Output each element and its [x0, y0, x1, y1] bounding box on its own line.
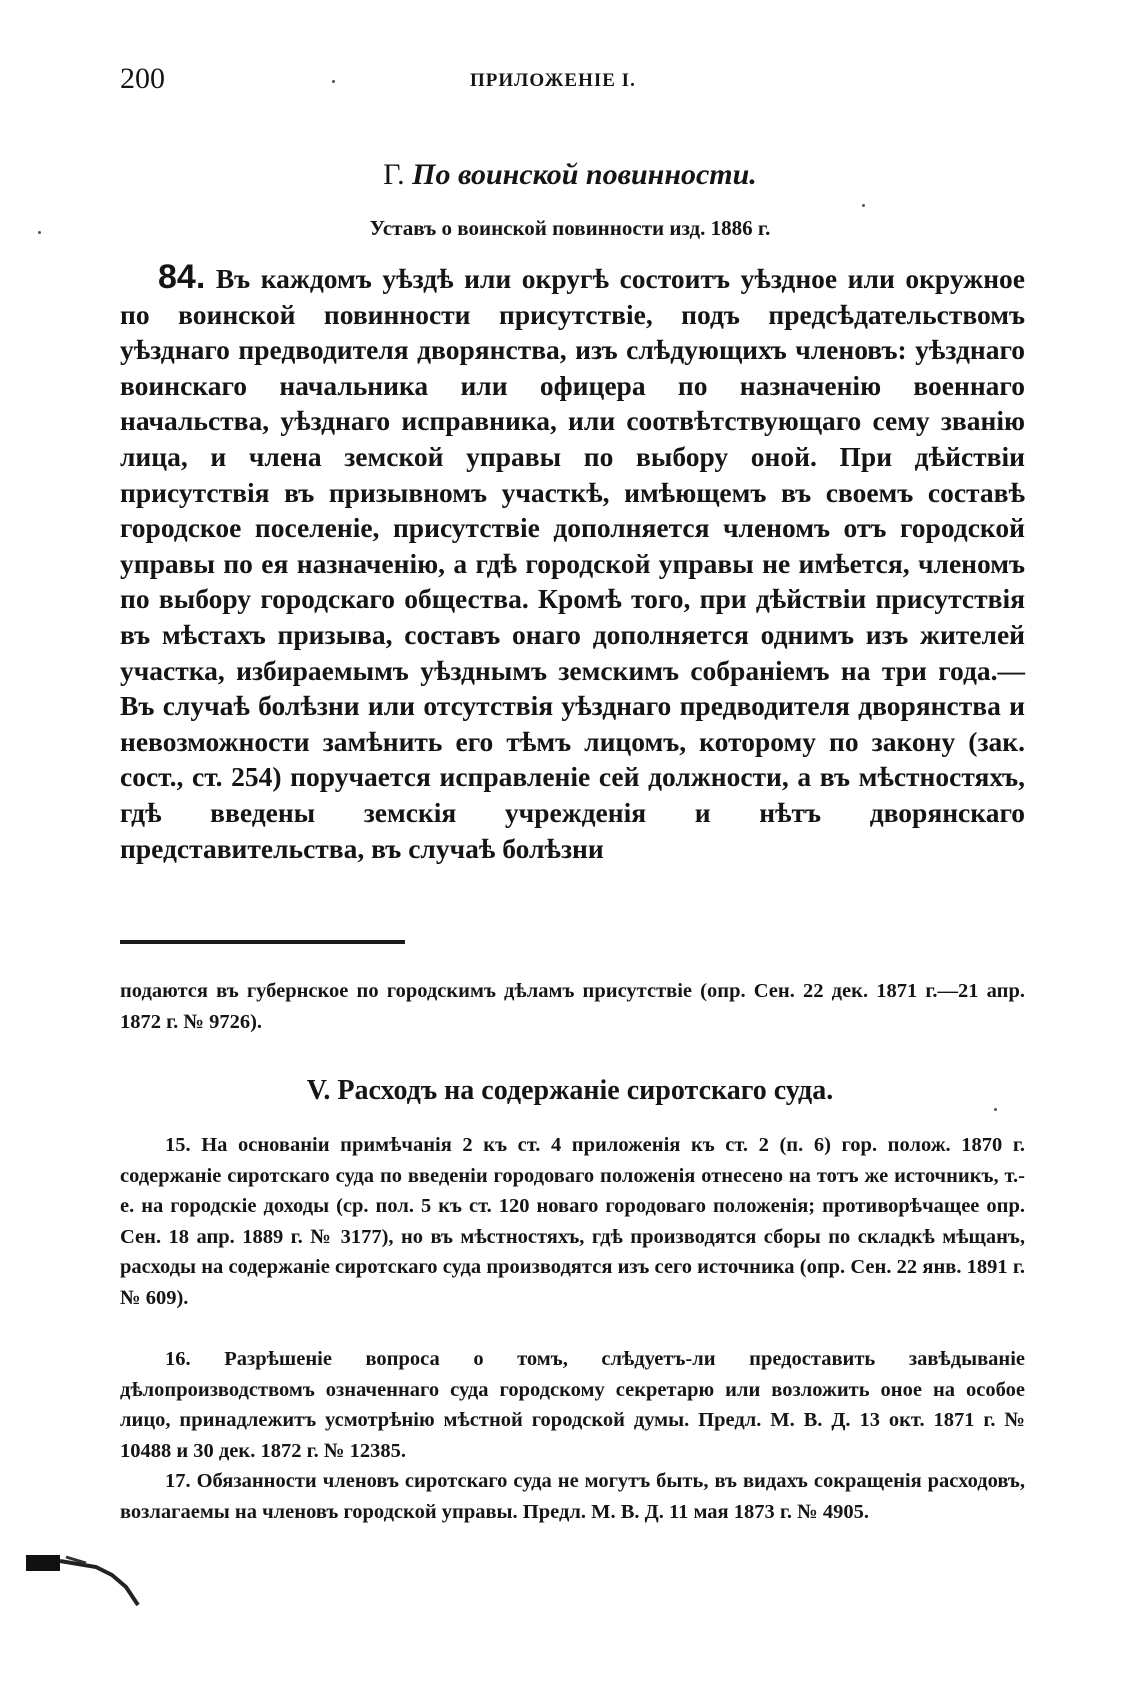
paragraph-17: 17. Обязанности членовъ сиротскаго суда не могутъ быть, въ видахъ сокращенія расходовъ, возлагаемы на членовъ городской управы. Предл. М. В. Д. 11 мая 1873 г. № 4905. — [120, 1470, 1025, 1523]
running-title: ПРИЛОЖЕНІЕ I. — [470, 70, 636, 91]
scan-speck — [38, 231, 41, 234]
paragraph-16: 16. Разрѣшеніе вопроса о томъ, слѣдуетъ-ли предоставить завѣдываніе дѣлопроизводствомъ означеннаго суда городскому секретарю или возложить оное на особое лицо, принадлежитъ усмотрѣнію мѣстной городской думы. Предл. М. В. Д. 13 окт. 1871 г. № 10488 и 30 дек. 1872 г. № 12385. — [120, 1348, 1025, 1462]
article-84 — [120, 260, 1025, 866]
section-name: По воинской повинности. — [412, 158, 757, 191]
page-number: 200 — [120, 62, 165, 95]
article-text: Въ каждомъ уѣздѣ или округѣ состоитъ уѣздное или окружное по воинской повинности присутствіе, подъ предсѣдательствомъ уѣзднаго предводителя дворянства, изъ слѣдующихъ членовъ: уѣзднаго воинскаго начальника или офицера по назначенію военнаго начальства, уѣзднаго исправника, или соотвѣтствующаго сему званію лица, и члена земской управы по выбору оной. При дѣйствіи присутствія въ призывномъ участкѣ, имѣющемъ въ своемъ составѣ городское поселеніе, присутствіе дополняется членомъ отъ городской управы по ея назначенію, а гдѣ городской управы не имѣется, членомъ по выбору городскаго общества. Кромѣ того, при дѣйствіи присутствія въ мѣстахъ призыва, составъ онаго дополняется однимъ изъ жителей участка, избираемымъ уѣзднымъ земскимъ собраніемъ на три года.—Въ случаѣ болѣзни или отсутствія уѣзднаго предводителя дворянства и невозможности замѣнить его тѣмъ лицомъ, которому по закону (зак. сост., ст. 254) поручается исправленіе сей должности, а въ мѣстностяхъ, гдѣ введены земскія учрежденія и нѣтъ дворянскаго представительства, въ случаѣ болѣзни — [120, 263, 1025, 864]
article-number: 84. — [158, 258, 206, 296]
section-subtitle: Уставъ о воинской повинности изд. 1886 г. — [369, 216, 771, 240]
scan-artifact — [26, 1545, 156, 1615]
scan-speck — [862, 204, 865, 207]
page-header — [120, 62, 1050, 102]
footnote-divider — [120, 940, 405, 944]
scan-speck — [332, 80, 335, 83]
section-title — [0, 158, 1140, 192]
section-letter: Г. — [383, 158, 405, 191]
section-v-heading: V. Расходъ на содержаніе сиротскаго суда. — [306, 1075, 834, 1106]
scan-speck — [994, 1108, 997, 1111]
paragraph-15: 15. На основаніи примѣчанія 2 къ ст. 4 приложенія къ ст. 2 (п. 6) гор. полож. 1870 г. содержаніе сиротскаго суда по введеніи городоваго положенія отнесено на тотъ же источникъ, т.-е. на городскіе доходы (ср. пол. 5 къ ст. 120 новаго городоваго положенія; противорѣчащее опр. Сен. 18 апр. 1889 г. № 3177), но въ мѣстностяхъ, гдѣ производятся сборы по складкѣ мѣщанъ, расходы на содержаніе сиротскаго суда производятся изъ сего источника (опр. Сен. 22 янв. 1891 г. № 609). — [120, 1134, 1025, 1309]
footnote: подаются въ губернское по городскимъ дѣламъ присутствіе (опр. Сен. 22 дек. 1871 г.—21 апр. 1872 г. № 9726). — [120, 980, 1025, 1033]
